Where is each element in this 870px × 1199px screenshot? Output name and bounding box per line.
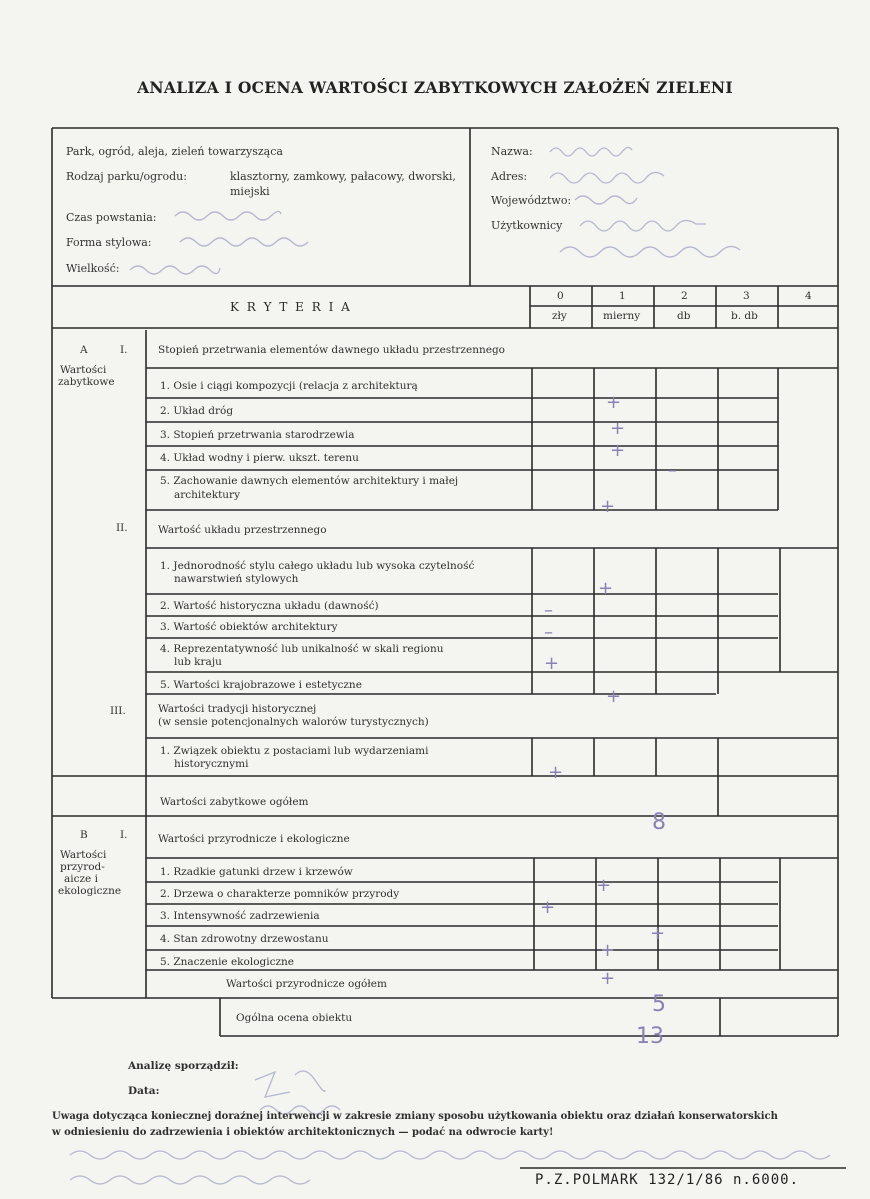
adres-label: Adres: [491,170,528,183]
mark: + [544,653,560,674]
mark: + [606,686,622,707]
mark: + [540,897,556,918]
rodzaj-label: Rodzaj parku/ogrodu: [66,170,187,183]
score-2: 2 [681,290,688,302]
grade-0: zły [552,310,567,322]
mark: + [650,923,666,944]
data-label: Data: [128,1085,160,1097]
mark: + [600,496,616,517]
overall-label: Ogólna ocena obiektu [236,1012,353,1024]
section-b-label-3: aicze i [64,873,98,885]
a-total-label: Wartości zabytkowe ogółem [160,796,309,808]
mark: + [610,440,626,461]
czas-label: Czas powstania: [66,211,157,224]
b1-item: 4. Stan zdrowotny drzewostanu [160,933,329,945]
b1-title: Wartości przyrodnicze i ekologiczne [158,833,350,845]
score-total-handwritten: 13 [636,1024,664,1049]
rodzaj-options: klasztorny, zamkowy, pałacowy, dworski, [230,170,456,183]
score-b-handwritten: 5 [652,992,666,1017]
a3-title: Wartości tradycji historycznej [158,703,317,715]
a3-item: historycznymi [174,758,249,770]
a2-item: 3. Wartość obiektów architektury [160,621,338,633]
a2-item: 4. Reprezentatywność lub unikalność w skali regionu [160,643,444,655]
mark: + [548,762,564,783]
mark: + [606,392,622,413]
a2-item: lub kraju [174,656,222,668]
b-total-label: Wartości przyrodnicze ogółem [226,978,387,990]
b1-item: 3. Intensywność zadrzewienia [160,910,320,922]
a2-item: nawarstwień stylowych [174,573,299,585]
section-b-label-2: przyrod- [60,861,105,873]
form-title: ANALIZA I OCENA WARTOŚCI ZABYTKOWYCH ZAŁOŻEŃ ZIELENI [137,78,733,97]
mark: + [596,875,612,896]
a3-title-2: (w sensie potencjonalnych walorów turystycznych) [158,716,429,728]
score-4: 4 [805,290,812,302]
mark: + [600,968,616,989]
rodzaj-options-2: miejski [230,185,270,198]
b1-item: 5. Znaczenie ekologiczne [160,956,295,968]
section-b-letter: B [80,829,88,841]
a2-title: Wartość układu przestrzennego [158,524,327,536]
score-3: 3 [743,290,750,302]
nazwa-label: Nazwa: [491,145,533,158]
score-a-handwritten: 8 [652,810,666,835]
type-label: Park, ogród, aleja, zieleń towarzysząca [66,145,283,158]
section-a2-roman: II. [116,522,128,534]
wielkosc-label: Wielkość: [66,262,120,275]
mark: – [544,622,553,643]
criteria-title: K R Y T E R I A [230,300,352,314]
mark: – [668,460,677,481]
section-b-label: Wartości [60,849,107,861]
score-1: 1 [619,290,626,302]
section-a-label: Wartości [60,364,107,376]
b1-item: 1. Rzadkie gatunki drzew i krzewów [160,866,353,878]
section-b-label-4: ekologiczne [58,885,122,897]
a1-item: 1. Osie i ciągi kompozycji (relacja z architekturą [160,380,418,392]
mark: + [598,578,614,599]
note-line-2: w odniesieniu do zadrzewienia i obiektów architektonicznych — podać na odwrocie karty! [52,1127,554,1138]
a2-item: 5. Wartości krajobrazowe i estetyczne [160,679,362,691]
forma-label: Forma stylowa: [66,236,152,249]
a1-item: 3. Stopień przetrwania starodrzewia [160,429,355,441]
print-stamp: P.Z.POLMARK 132/1/86 n.6000. [535,1172,800,1188]
a1-item: 4. Układ wodny i pierw. ukszt. terenu [160,452,359,464]
note-line-1: Uwaga dotycząca koniecznej doraźnej interwencji w zakresie zmiany sposobu użytkowania obiektu oraz działań konserwatorskich [52,1111,778,1122]
a2-item: 2. Wartość historyczna układu (dawność) [160,600,379,612]
section-a3-roman: III. [110,705,126,717]
score-0: 0 [557,290,564,302]
wojewodztwo-label: Województwo: [491,194,572,207]
mark: + [610,418,626,439]
section-b-roman: I. [120,829,128,841]
section-a-roman: I. [120,344,128,356]
grade-2: db [677,310,691,322]
section-a-letter: A [80,344,88,356]
a2-item: 1. Jednorodność stylu całego układu lub wysoka czytelność [160,560,475,572]
a1-item: architektury [174,489,241,501]
sporzadzil-label: Analizę sporządził: [128,1060,239,1072]
mark: – [544,600,553,621]
grade-3: b. db [731,310,758,322]
grade-1: mierny [603,310,641,322]
a1-title: Stopień przetrwania elementów dawnego układu przestrzennego [158,344,505,356]
a1-item: 2. Układ dróg [160,405,234,417]
a1-item: 5. Zachowanie dawnych elementów architektury i małej [160,475,459,487]
a3-item: 1. Związek obiektu z postaciami lub wydarzeniami [160,745,429,757]
uzytkownicy-label: Użytkownicy [491,219,563,232]
mark: + [600,940,616,961]
b1-item: 2. Drzewa o charakterze pomników przyrody [160,888,400,900]
section-a-label-2: zabytkowe [58,376,115,388]
